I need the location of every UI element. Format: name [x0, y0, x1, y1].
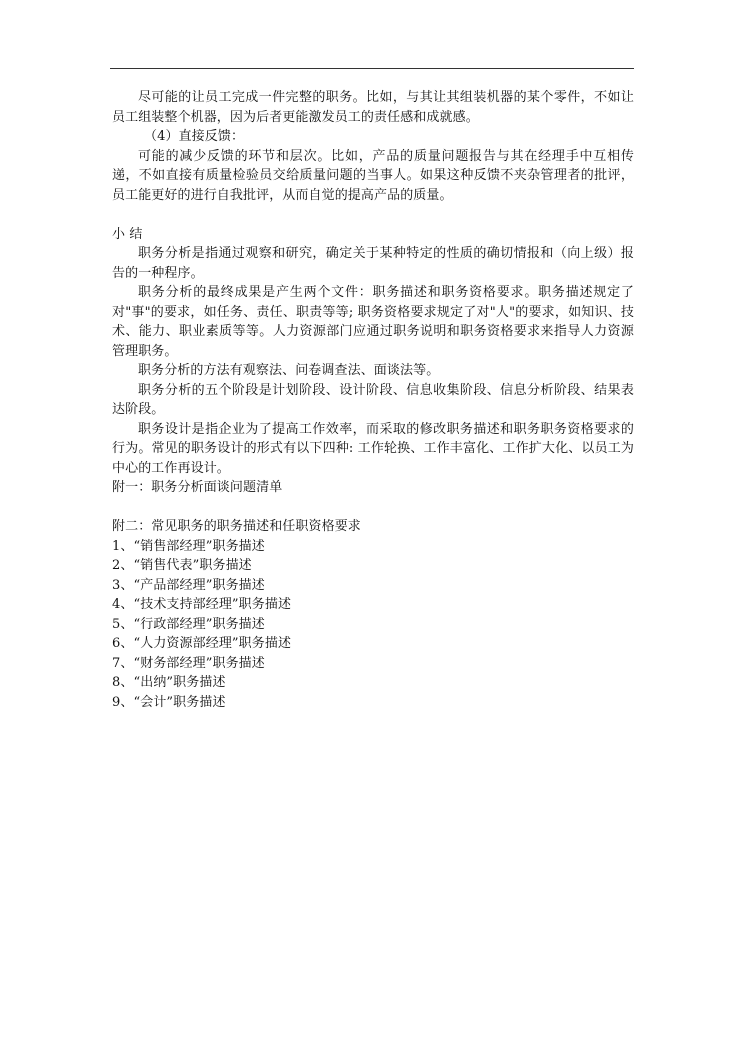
paragraph-feedback: 可能的减少反馈的环节和层次。比如，产品的质量问题报告与其在经理手中互相传递，不如直接有质量检验员交给质量问题的当事人。如果这种反馈不夹杂管理者的批评，员工能更好的进行自我批评，从而自觉的提高产品的质量。	[112, 148, 634, 203]
list-item: 4、“技术支持部经理”职务描述	[112, 597, 292, 612]
header-rule	[110, 68, 634, 69]
spacer	[112, 498, 634, 518]
appendix-2-list	[112, 537, 634, 713]
list-item: 8、“出纳”职务描述	[112, 675, 226, 690]
list-item: 7、“财务部经理”职务描述	[112, 655, 265, 671]
summary-paragraph: 职务分析的方法有观察法、问卷调查法、面谈法等。	[138, 363, 440, 378]
list-item: 5、“行政部经理”职务描述	[112, 616, 265, 632]
appendix-2-title: 附二：常见职务的职务描述和任职资格要求	[112, 519, 361, 534]
spacer	[112, 205, 634, 225]
subheading-direct-feedback: （4）直接反馈：	[144, 129, 245, 144]
document-body	[112, 88, 634, 712]
list-item: 9、“会计”职务描述	[112, 694, 226, 710]
list-item: 2、“销售代表”职务描述	[112, 558, 252, 573]
summary-paragraph: 职务分析的最终成果是产生两个文件：职务描述和职务资格要求。职务描述规定了对"事"的要求，如任务、责任、职责等等; 职务资格要求规定了对"人"的要求，如知识、技术、能力、职业素质等等。人力资源部门应通过职务说明和职务资格要求来指导人力资源管理职务。	[112, 285, 634, 359]
summary-title: 小 结	[112, 226, 143, 242]
summary-paragraph: 职务设计是指企业为了提高工作效率，而采取的修改职务描述和职务职务资格要求的行为。常见的职务设计的形式有以下四种: 工作轮换、工作丰富化、工作扩大化、以员工为中心的工作再设计。	[112, 421, 634, 476]
list-item: 1、“销售部经理”职务描述	[112, 538, 265, 554]
paragraph-whole-task: 尽可能的让员工完成一件完整的职务。比如，与其让其组装机器的某个零件，不如让员工组装整个机器，因为后者更能激发员工的责任感和成就感。	[112, 90, 634, 125]
list-item: 6、“人力资源部经理”职务描述	[112, 636, 292, 651]
list-item: 3、“产品部经理”职务描述	[112, 577, 265, 593]
appendix-1-title: 附一：职务分析面谈问题清单	[112, 480, 283, 495]
summary-paragraph: 职务分析的五个阶段是计划阶段、设计阶段、信息收集阶段、信息分析阶段、结果表达阶段。	[112, 382, 634, 417]
summary-paragraph: 职务分析是指通过观察和研究，确定关于某种特定的性质的确切情报和（向上级）报告的一种程序。	[112, 246, 634, 281]
